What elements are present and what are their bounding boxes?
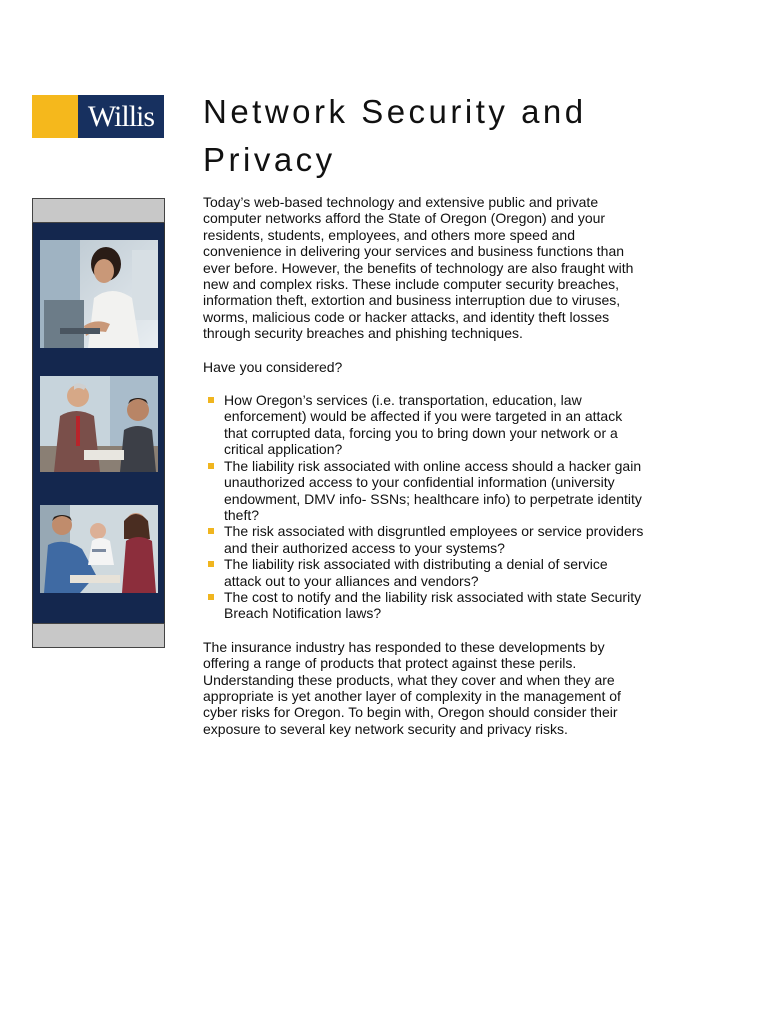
intro-paragraph: Today’s web-based technology and extensive public and private computer networks afford the State of Oregon (Oregon) and your residents, students, employees, and others more speed and convenience in delivering your services and business functions than ever before. However, the benefits of technology are also fraught with new and complex risks. These include computer security breaches, information theft, extortion and business interruption due to viruses, worms, malicious code or hacker attacks, and identity theft losses through security breaches and phishing techniques. xyxy=(203,194,634,342)
body-text xyxy=(203,194,648,737)
photo-two-men-at-desk xyxy=(40,376,158,472)
list-item xyxy=(203,589,648,622)
square-bullet-icon xyxy=(208,463,214,469)
logo-text: Willis xyxy=(87,99,155,133)
photo-doctor-with-patient xyxy=(40,505,158,593)
list-item-text: The liability risk associated with online access should a hacker gain unauthorized access to your confidential information (university endowment, DMV info- SSNs; healthcare info) to perpetrate identity theft? xyxy=(224,457,642,523)
list-item-text: The risk associated with disgruntled employees or service providers and their authorized access to your systems? xyxy=(224,523,644,556)
logo-navy-block xyxy=(78,95,164,138)
photo-woman-at-laptop xyxy=(40,240,158,348)
square-bullet-icon xyxy=(208,397,214,403)
closing-paragraph: The insurance industry has responded to these developments by offering a range of products that protect against these perils. Understanding these products, what they cover and when they are appropriate is yet another layer of complexity in the management of cyber risks for Oregon. To begin with, Oregon should consider their exposure to several key network security and privacy risks. xyxy=(203,638,621,737)
list-item-text: The cost to notify and the liability risk associated with state Security Breach Notification laws? xyxy=(224,588,642,622)
list-item xyxy=(203,392,648,458)
square-bullet-icon xyxy=(208,561,214,567)
sidebar-bottom-cap xyxy=(32,623,165,648)
logo-gold-block xyxy=(32,95,78,138)
considerations-list xyxy=(203,392,648,622)
list-item-text: The liability risk associated with distributing a denial of service attack out to your alliances and vendors? xyxy=(224,556,608,589)
list-item xyxy=(203,523,648,556)
willis-logo xyxy=(32,95,164,138)
list-item-text: How Oregon’s services (i.e. transportation, education, law enforcement) would be affected if you were targeted in an attack that corrupted data, forcing you to bring down your network or a critical application? xyxy=(224,392,623,458)
page-title: Network Security and Privacy xyxy=(203,93,587,178)
sidebar-photo-panel xyxy=(32,198,165,648)
sidebar-top-cap xyxy=(32,198,165,223)
list-item xyxy=(203,458,648,524)
question-line: Have you considered? xyxy=(203,358,343,375)
square-bullet-icon xyxy=(208,594,214,600)
list-item xyxy=(203,556,648,589)
square-bullet-icon xyxy=(208,528,214,534)
